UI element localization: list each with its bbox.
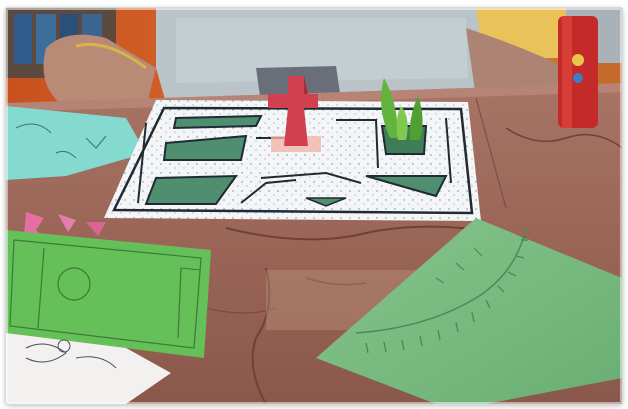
glue-stick	[558, 16, 598, 128]
classroom-photo	[6, 8, 622, 404]
